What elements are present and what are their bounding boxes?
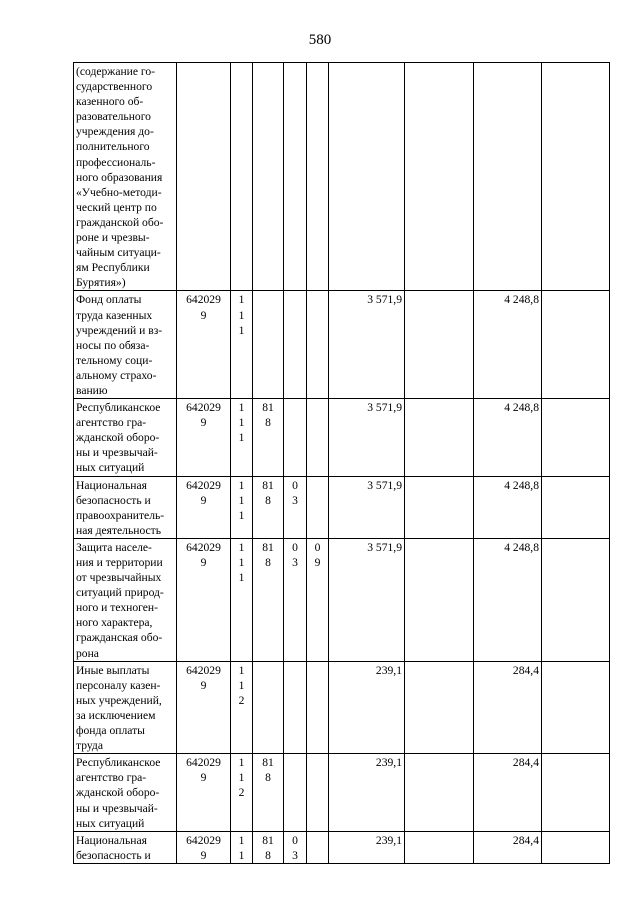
cell-line: 1 xyxy=(238,771,245,785)
cell-csr xyxy=(177,831,231,863)
table-row xyxy=(74,661,610,754)
cell-amount3: 4 248,8 xyxy=(474,399,542,476)
cell-amount2 xyxy=(405,291,474,399)
cell-line: за исключением xyxy=(76,708,156,722)
cell-line: Защита населе- xyxy=(76,540,152,554)
cell-line: 1 xyxy=(238,848,245,862)
cell-amount2 xyxy=(405,399,474,476)
cell-line: рона xyxy=(76,646,99,660)
cell-line: тельному соци- xyxy=(76,353,153,367)
cell-line: от чрезвычайных xyxy=(76,571,162,585)
cell-line: труда казенных xyxy=(76,308,153,322)
cell-line: 1 xyxy=(238,478,245,492)
cell-amount4 xyxy=(542,661,610,754)
cell-amount4 xyxy=(542,476,610,538)
cell-pr xyxy=(307,476,329,538)
cell-amount2 xyxy=(405,831,474,863)
cell-line: труда xyxy=(76,739,103,753)
cell-line: ванию xyxy=(76,383,108,397)
cell-line: 642029 xyxy=(186,756,221,770)
cell-amount2 xyxy=(405,63,474,291)
cell-rz xyxy=(284,754,307,831)
cell-vr xyxy=(231,63,253,291)
cell-rz xyxy=(284,399,307,476)
cell-line: Республиканское xyxy=(76,756,161,770)
cell-line: ям Республики xyxy=(76,261,150,275)
cell-line: персоналу казен- xyxy=(76,678,161,692)
cell-line: ния и территории xyxy=(76,556,163,569)
cell-pr xyxy=(307,63,329,291)
cell-amount1 xyxy=(329,63,405,291)
cell-line: 642029 xyxy=(186,833,221,847)
cell-amount4 xyxy=(542,399,610,476)
cell-line: 3 xyxy=(292,848,298,862)
cell-line: ситуаций природ- xyxy=(76,586,164,600)
cell-csr xyxy=(177,476,231,538)
cell-csr xyxy=(177,754,231,831)
cell-amount1: 3 571,9 xyxy=(329,399,405,476)
cell-line: 8 xyxy=(265,493,271,507)
cell-vr xyxy=(231,538,253,661)
table-row xyxy=(74,831,610,863)
cell-line: 2 xyxy=(238,693,245,707)
budget-table xyxy=(73,62,610,864)
cell-gr xyxy=(253,538,284,661)
cell-amount3: 284,4 xyxy=(474,831,542,863)
cell-line: 9 xyxy=(200,308,207,322)
cell-line: 1 xyxy=(238,678,245,692)
cell-amount3: 284,4 xyxy=(474,754,542,831)
cell-line: 1 xyxy=(238,493,245,507)
cell-amount4 xyxy=(542,63,610,291)
cell-line: Иные выплаты xyxy=(76,663,150,677)
cell-amount3: 4 248,8 xyxy=(474,538,542,661)
cell-rz xyxy=(284,661,307,754)
cell-line: 1 xyxy=(238,293,245,307)
cell-line: 1 xyxy=(238,323,245,337)
cell-amount2 xyxy=(405,661,474,754)
cell-line: 642029 xyxy=(186,401,221,415)
cell-line: Бурятия») xyxy=(76,276,126,290)
cell-amount1: 239,1 xyxy=(329,754,405,831)
cell-line: Республиканское xyxy=(76,401,161,415)
cell-name xyxy=(74,476,177,538)
cell-line: 81 xyxy=(262,833,274,847)
cell-line: «Учебно-методи- xyxy=(76,185,162,199)
cell-amount2 xyxy=(405,754,474,831)
cell-line: 9 xyxy=(200,771,207,785)
cell-line: 81 xyxy=(262,478,274,492)
cell-line: разовательного xyxy=(76,110,151,124)
cell-amount1: 3 571,9 xyxy=(329,538,405,661)
cell-pr xyxy=(307,754,329,831)
cell-line: 8 xyxy=(265,771,271,785)
cell-rz xyxy=(284,291,307,399)
cell-line: жданской оборо- xyxy=(76,786,160,800)
table-row xyxy=(74,63,610,291)
cell-line: ных учреждений, xyxy=(76,693,162,707)
cell-line: роне и чрезвы- xyxy=(76,231,150,245)
table-row xyxy=(74,538,610,661)
cell-amount2 xyxy=(405,538,474,661)
cell-line: 1 xyxy=(238,833,245,847)
cell-line: безопасность и xyxy=(76,848,151,862)
cell-line: казенного об- xyxy=(76,95,144,109)
cell-line: 3 xyxy=(292,556,298,569)
cell-line: правоохранитель- xyxy=(76,508,165,522)
cell-line: 9 xyxy=(200,848,207,862)
cell-amount2 xyxy=(405,476,474,538)
cell-line: 1 xyxy=(238,431,245,445)
cell-name xyxy=(74,754,177,831)
cell-gr xyxy=(253,291,284,399)
cell-line: 8 xyxy=(265,416,271,430)
cell-line: 9 xyxy=(200,416,207,430)
cell-line: гражданской обо- xyxy=(76,215,164,229)
table-row xyxy=(74,476,610,538)
cell-amount1: 3 571,9 xyxy=(329,476,405,538)
cell-line: 9 xyxy=(200,556,207,569)
cell-line: ного образования xyxy=(76,170,163,184)
cell-line: 0 xyxy=(314,540,321,554)
cell-amount4 xyxy=(542,831,610,863)
cell-line: 1 xyxy=(238,416,245,430)
cell-pr xyxy=(307,291,329,399)
cell-line: Фонд оплаты xyxy=(76,293,142,307)
cell-line: 81 xyxy=(262,540,274,554)
cell-pr xyxy=(307,661,329,754)
cell-pr xyxy=(307,831,329,863)
table-row xyxy=(74,399,610,476)
cell-rz xyxy=(284,831,307,863)
cell-line: Национальная xyxy=(76,478,147,492)
cell-line: фонда оплаты xyxy=(76,724,145,738)
cell-csr xyxy=(177,291,231,399)
cell-line: ного характера, xyxy=(76,616,153,630)
cell-line: 642029 xyxy=(186,540,221,554)
cell-amount4 xyxy=(542,291,610,399)
cell-line: безопасность и xyxy=(76,493,151,507)
cell-line: 9 xyxy=(200,493,207,507)
cell-line: 8 xyxy=(265,556,271,569)
table-row xyxy=(74,291,610,399)
cell-line: ны и чрезвычай- xyxy=(76,801,158,815)
cell-line: 2 xyxy=(238,786,245,800)
cell-vr xyxy=(231,661,253,754)
cell-name xyxy=(74,63,177,291)
cell-rz xyxy=(284,476,307,538)
cell-line: 642029 xyxy=(186,293,221,307)
cell-gr xyxy=(253,661,284,754)
cell-line: ческий центр по xyxy=(76,200,157,214)
cell-line: ная деятельность xyxy=(76,523,162,537)
cell-amount1: 3 571,9 xyxy=(329,291,405,399)
cell-amount3: 4 248,8 xyxy=(474,476,542,538)
cell-gr xyxy=(253,63,284,291)
cell-csr xyxy=(177,661,231,754)
cell-name xyxy=(74,661,177,754)
cell-gr xyxy=(253,399,284,476)
cell-line: полнительного xyxy=(76,140,150,154)
cell-rz xyxy=(284,63,307,291)
cell-amount4 xyxy=(542,754,610,831)
cell-line: жданской оборо- xyxy=(76,431,160,445)
cell-line: 0 xyxy=(292,478,298,492)
cell-name xyxy=(74,399,177,476)
cell-gr xyxy=(253,831,284,863)
cell-line: 8 xyxy=(265,848,271,862)
cell-line: ных ситуаций xyxy=(76,816,145,830)
cell-line: носы по обяза- xyxy=(76,338,150,352)
cell-amount1: 239,1 xyxy=(329,831,405,863)
cell-amount3 xyxy=(474,63,542,291)
cell-name xyxy=(74,831,177,863)
cell-line: ного и техноген- xyxy=(76,601,158,615)
cell-vr xyxy=(231,476,253,538)
cell-line: 81 xyxy=(262,401,274,415)
cell-line: 1 xyxy=(238,663,245,677)
cell-line: 1 xyxy=(238,540,245,554)
cell-name xyxy=(74,538,177,661)
cell-amount1: 239,1 xyxy=(329,661,405,754)
page-number: 580 xyxy=(308,32,332,48)
cell-line: учреждений и вз- xyxy=(76,323,163,337)
cell-csr xyxy=(177,63,231,291)
cell-line: 9 xyxy=(200,678,207,692)
cell-vr xyxy=(231,831,253,863)
cell-pr xyxy=(307,399,329,476)
cell-rz xyxy=(284,538,307,661)
cell-amount3: 4 248,8 xyxy=(474,291,542,399)
cell-line: 1 xyxy=(238,401,245,415)
cell-line: сударственного xyxy=(76,80,153,94)
cell-line: ных ситуаций xyxy=(76,461,145,475)
cell-line: 1 xyxy=(238,508,245,522)
cell-line: ны и чрезвычай- xyxy=(76,446,158,460)
cell-line: 1 xyxy=(238,308,245,322)
cell-vr xyxy=(231,399,253,476)
cell-line: профессиональ- xyxy=(76,155,156,169)
cell-pr xyxy=(307,538,329,661)
cell-gr xyxy=(253,754,284,831)
cell-line: 642029 xyxy=(186,478,221,492)
cell-line: агентство гра- xyxy=(76,771,147,785)
cell-line: 1 xyxy=(238,571,245,585)
cell-line: 9 xyxy=(314,556,321,569)
cell-amount3: 284,4 xyxy=(474,661,542,754)
cell-line: 1 xyxy=(238,556,245,569)
cell-vr xyxy=(231,291,253,399)
cell-line: 0 xyxy=(292,833,298,847)
cell-line: 642029 xyxy=(186,663,221,677)
cell-csr xyxy=(177,399,231,476)
cell-line: чайным ситуаци- xyxy=(76,246,161,260)
cell-gr xyxy=(253,476,284,538)
table-row xyxy=(74,754,610,831)
cell-line: 0 xyxy=(292,540,298,554)
cell-vr xyxy=(231,754,253,831)
cell-line: агентство гра- xyxy=(76,416,147,430)
cell-line: (содержание го- xyxy=(76,65,156,78)
cell-line: 81 xyxy=(262,756,274,770)
cell-name xyxy=(74,291,177,399)
cell-line: альному страхо- xyxy=(76,368,157,382)
cell-csr xyxy=(177,538,231,661)
cell-amount4 xyxy=(542,538,610,661)
cell-line: гражданская обо- xyxy=(76,631,163,645)
cell-line: 1 xyxy=(238,756,245,770)
cell-line: Национальная xyxy=(76,833,147,847)
cell-line: 3 xyxy=(292,493,298,507)
cell-line: учреждения до- xyxy=(76,125,154,139)
